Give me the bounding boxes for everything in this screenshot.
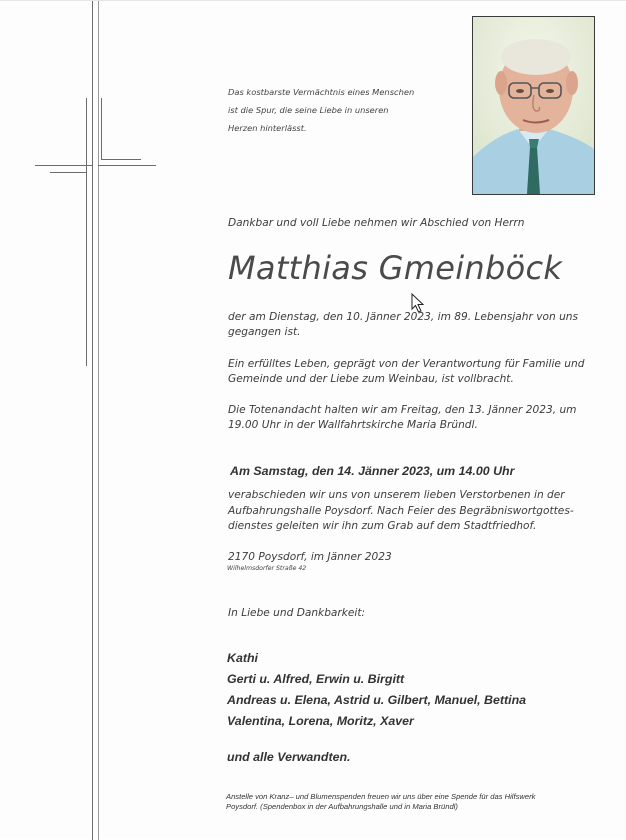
donation-footnote <box>226 792 596 811</box>
relatives-line: und alle Verwandten. <box>227 750 351 764</box>
family-line: Andreas u. Elena, Astrid u. Gilbert, Manuel, Bettina <box>227 693 527 707</box>
verse-line: Das kostbarste Vermächtnis eines Menschen <box>228 87 415 97</box>
prayer-line: 19.00 Uhr in der Wallfahrtskirche Maria Bründl. <box>228 419 478 431</box>
verse-line: ist die Spur, die seine Liebe in unseren <box>228 105 389 115</box>
funeral-line: dienstes geleiten wir ihn zum Grab auf dem Stadtfriedhof. <box>228 520 537 532</box>
funeral-line: verabschieden wir uns von unserem lieben Verstorbenen in der <box>228 489 565 501</box>
closing-text: In Liebe und Dankbarkeit: <box>228 607 366 619</box>
cross-horizontal-top-right <box>98 165 156 166</box>
cross-horizontal-top-left <box>35 165 93 166</box>
verse-line: Herzen hinterlässt. <box>228 123 307 133</box>
cross-vertical-b <box>101 98 102 160</box>
funeral-date: Am Samstag, den 14. Jänner 2023, um 14.00 Uhr <box>230 464 515 478</box>
prayer-line: Die Totenandacht halten wir am Freitag, den 13. Jänner 2023, um <box>228 404 577 416</box>
family-line: Valentina, Lorena, Moritz, Xaver <box>227 714 414 728</box>
left-border-line-inner <box>98 1 99 840</box>
family-line: Gerti u. Alfred, Erwin u. Birgitt <box>227 672 405 686</box>
portrait-photo <box>472 16 595 195</box>
mouse-pointer-icon <box>411 293 425 313</box>
address: Wilhelmsdorfer Straße 42 <box>227 565 307 572</box>
life-line: Gemeinde und der Liebe zum Weinbau, ist vollbracht. <box>228 373 514 385</box>
cross-horizontal-bottom-right <box>101 159 141 160</box>
left-border-line <box>92 1 93 840</box>
cross-vertical-a <box>86 98 87 366</box>
footnote-line: Poysdorf. (Spendenbox in der Aufbahrungshalle und in Maria Bründl) <box>226 801 458 811</box>
family-line: Kathi <box>227 651 258 665</box>
footnote-line: Anstelle von Kranz– und Blumenspenden freuen wir uns über eine Spende für das Hilfswerk <box>226 792 536 801</box>
place-date: 2170 Poysdorf, im Jänner 2023 <box>228 551 392 563</box>
deceased-name: Matthias Gmeinböck <box>228 249 563 287</box>
cross-horizontal-bottom-left <box>50 172 87 173</box>
portrait-image <box>473 17 594 194</box>
life-line: Ein erfülltes Leben, geprägt von der Verantwortung für Familie und <box>228 358 585 370</box>
memorial-verse <box>228 83 428 137</box>
death-notice-line: gegangen ist. <box>228 326 301 338</box>
funeral-line: Aufbahrungshalle Poysdorf. Nach Feier des Begräbniswortgottes- <box>228 505 574 517</box>
intro-text: Dankbar und voll Liebe nehmen wir Abschied von Herrn <box>228 217 525 229</box>
death-notice-line: der am Dienstag, den 10. Jänner 2023, im 89. Lebensjahr von uns <box>228 311 579 323</box>
